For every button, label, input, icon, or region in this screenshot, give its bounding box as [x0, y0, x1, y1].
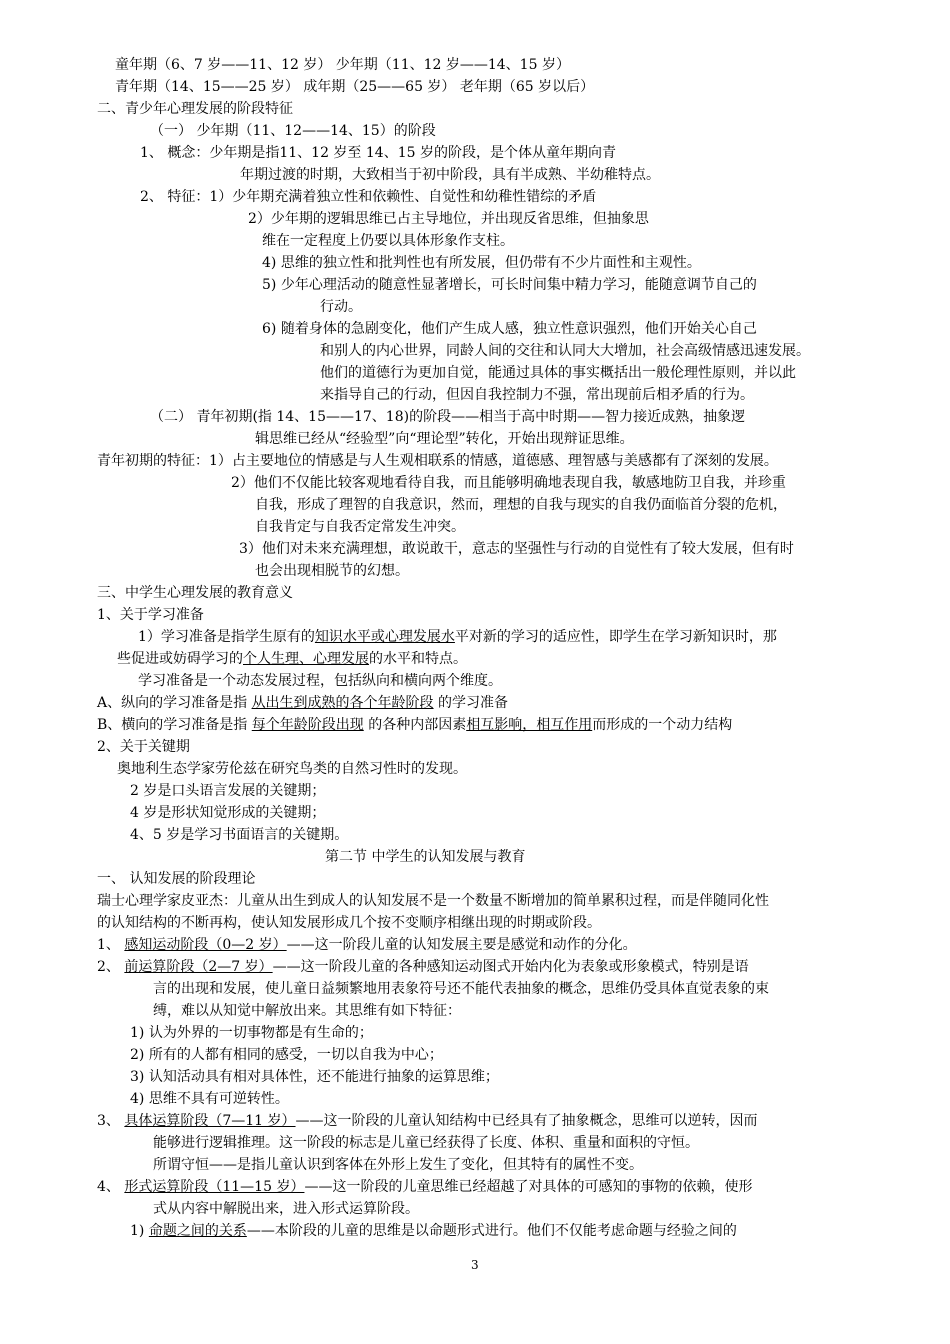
- text-line: 2）少年期的逻辑思维已占主导地位，并出现反省思维，但抽象思: [248, 211, 649, 227]
- text-line: 式从内容中解脱出来，进入形式运算阶段。: [153, 1201, 419, 1217]
- underlined-term: 具体运算阶段（7—11 岁）: [124, 1113, 296, 1129]
- text-line: 学习准备是一个动态发展过程，包括纵向和横向两个维度。: [138, 673, 502, 689]
- underlined-term: 相互影响，相互作用: [466, 717, 593, 733]
- text-line: 2、 特征：1）少年期充满着独立性和依赖性、自觉性和幼稚性错综的矛盾: [140, 189, 597, 205]
- list-item: 4) 思维不具有可逆转性。: [130, 1091, 289, 1107]
- text-line: 5) 少年心理活动的随意性显著增长，可长时间集中精力学习，能随意调节自己的: [262, 277, 757, 293]
- text-run: 的学习准备: [433, 695, 509, 711]
- text-run: 1、: [97, 937, 125, 953]
- text-line: 童年期（6、7 岁——11、12 岁） 少年期（11、12 岁——14、15 岁）: [115, 57, 570, 73]
- text-run: ——这一阶段儿童的认知发展主要是感觉和动作的分化。: [286, 937, 637, 953]
- text-line: 年期过渡的时期，大致相当于初中阶段，具有半成熟、半幼稚特点。: [240, 167, 660, 183]
- underlined-term: 感知运动阶段（0—2 岁）: [124, 937, 287, 953]
- text-run: 的各种内部因素: [363, 717, 467, 733]
- list-item: 1) 认为外界的一切事物都是有生命的；: [130, 1025, 373, 1041]
- chapter-heading: 第二节 中学生的认知发展与教育: [325, 849, 526, 865]
- text-run: 2、: [97, 959, 125, 975]
- text-line: 青年期（14、15——25 岁） 成年期（25——65 岁） 老年期（65 岁以后）: [115, 79, 595, 95]
- text-run: 3、: [97, 1113, 125, 1129]
- text-line: 自我肯定与自我否定常发生冲突。: [255, 519, 465, 535]
- text-line: 所谓守恒——是指儿童认识到客体在外形上发生了变化，但其特有的属性不变。: [153, 1157, 643, 1173]
- page-number: 3: [471, 1258, 479, 1272]
- text-line: 奥地利生态学家劳伦兹在研究鸟类的自然习性时的发现。: [117, 761, 467, 777]
- text-line: 自我，形成了理智的自我意识，然而，理想的自我与现实的自我仍面临首分裂的危机，: [255, 497, 787, 513]
- text-line: [97, 934, 637, 956]
- text-line: 青年初期的特征：1）占主要地位的情感是与人生观相联系的情感，道德感、理智感与美感都有了深刻的发展。: [97, 453, 778, 469]
- underlined-term: 命题之间的关系: [148, 1223, 247, 1239]
- text-line: 维在一定程度上仍要以具体形象作支柱。: [262, 233, 514, 249]
- text-line: 2、关于关键期: [97, 739, 190, 755]
- text-run: ——这一阶段儿童的各种感知运动图式开始内化为表象或形象模式，特别是语: [272, 959, 749, 975]
- underlined-term: 形式运算阶段（11—15 岁）: [124, 1179, 305, 1195]
- text-run: ——这一阶段的儿童思维已经超越了对具体的可感知的事物的依赖，使形: [304, 1179, 753, 1195]
- section-heading: 二、青少年心理发展的阶段特征: [97, 101, 293, 117]
- text-line: 1、关于学习准备: [97, 607, 204, 623]
- text-run: 4、: [97, 1179, 125, 1195]
- text-line: 辑思维已经从“经验型”向“理论型”转化，开始出现辩证思维。: [255, 431, 634, 447]
- text-run: 的水平和特点。: [369, 651, 467, 667]
- text-line: 1、 概念：少年期是指11、12 岁至 14、15 岁的阶段，是个体从童年期向青: [140, 145, 616, 161]
- text-line: 4 岁是形状知觉形成的关键期；: [130, 805, 326, 821]
- section-heading: 一、 认知发展的阶段理论: [97, 871, 256, 887]
- subsection-heading: （二） 青年初期(指 14、15——17、18)的阶段——相当于高中时期——智力接近成熟，抽象逻: [150, 409, 746, 425]
- underlined-term: 每个年龄阶段出现: [251, 717, 364, 733]
- text-line: 和别人的内心世界，同龄人间的交往和认同大大增加，社会高级情感迅速发展。: [320, 343, 810, 359]
- text-line: 行动。: [320, 299, 362, 315]
- text-run: ——本阶段的儿童的思维是以命题形式进行。他们不仅能考虑命题与经验之间的: [246, 1223, 737, 1239]
- list-item: 3) 认知活动具有相对具体性，还不能进行抽象的运算思维；: [130, 1069, 499, 1085]
- text-run: A、纵向的学习准备是指: [97, 695, 252, 711]
- text-line: [97, 1176, 752, 1198]
- text-line: [97, 692, 508, 714]
- text-line: 2）他们不仅能比较客观地看待自我，而且能够明确地表现自我，敏感地防卫自我，并珍重: [231, 475, 786, 491]
- text-line: 能够进行逻辑推理。这一阶段的标志是儿童已经获得了长度、体积、重量和面积的守恒。: [153, 1135, 699, 1151]
- text-run: 1）学习准备是指学生原有的: [138, 629, 315, 645]
- list-item: [130, 1220, 737, 1242]
- underlined-term: 从出生到成熟的各个年龄阶段: [251, 695, 434, 711]
- text-line: 的认知结构的不断再构，使认知发展形成几个按不变顺序相继出现的时期或阶段。: [97, 915, 601, 931]
- underlined-term: 知识水平或心理发展水: [314, 629, 455, 645]
- text-run: 而形成的一个动力结构: [592, 717, 733, 733]
- subsection-heading: （一） 少年期（11、12——14、15）的阶段: [150, 123, 436, 139]
- section-heading: 三、中学生心理发展的教育意义: [97, 585, 293, 601]
- text-line: 6) 随着身体的急剧变化，他们产生成人感，独立性意识强烈，他们开始关心自己: [262, 321, 757, 337]
- text-line: 2 岁是口头语言发展的关键期；: [130, 783, 326, 799]
- text-line: 3）他们对未来充满理想，敢说敢干，意志的坚强性与行动的自觉性有了较大发展，但有时: [239, 541, 794, 557]
- text-line: 言的出现和发展，使儿童日益频繁地用表象符号还不能代表抽象的概念，思维仍受具体直觉表象的束: [153, 981, 769, 997]
- text-line: [117, 648, 467, 670]
- text-run: 平对新的学习的适应性，即学生在学习新知识时，那: [454, 629, 777, 645]
- text-line: 4) 思维的独立性和批判性也有所发展，但仍带有不少片面性和主观性。: [262, 255, 701, 271]
- text-line: 来指导自己的行动，但因自我控制力不强，常出现前后相矛盾的行为。: [320, 387, 754, 403]
- underlined-term: 个人生理、心理发展: [243, 651, 369, 667]
- text-line: [97, 714, 732, 736]
- text-line: 瑞士心理学家皮亚杰：儿童从出生到成人的认知发展不是一个数量不断增加的简单累积过程，而是伴随同化性: [97, 893, 769, 909]
- text-line: 他们的道德行为更加自觉，能通过具体的事实概括出一般伦理性原则，并以此: [320, 365, 796, 381]
- list-item: 2) 所有的人都有相同的感受，一切以自我为中心；: [130, 1047, 443, 1063]
- text-line: 缚，难以从知觉中解放出来。其思维有如下特征：: [153, 1003, 461, 1019]
- text-line: 也会出现相脱节的幻想。: [255, 563, 409, 579]
- text-line: 4、5 岁是学习书面语言的关键期。: [130, 827, 349, 843]
- text-run: ——这一阶段的儿童认知结构中已经具有了抽象概念，思维可以逆转，因而: [295, 1113, 758, 1129]
- underlined-term: 前运算阶段（2—7 岁）: [124, 959, 273, 975]
- text-line: [97, 1110, 758, 1132]
- text-line: [138, 626, 777, 648]
- text-run: 些促进或妨碍学习的: [117, 651, 243, 667]
- text-line: [97, 956, 749, 978]
- text-run: B、横向的学习准备是指: [97, 717, 252, 733]
- text-run: 1): [130, 1223, 149, 1239]
